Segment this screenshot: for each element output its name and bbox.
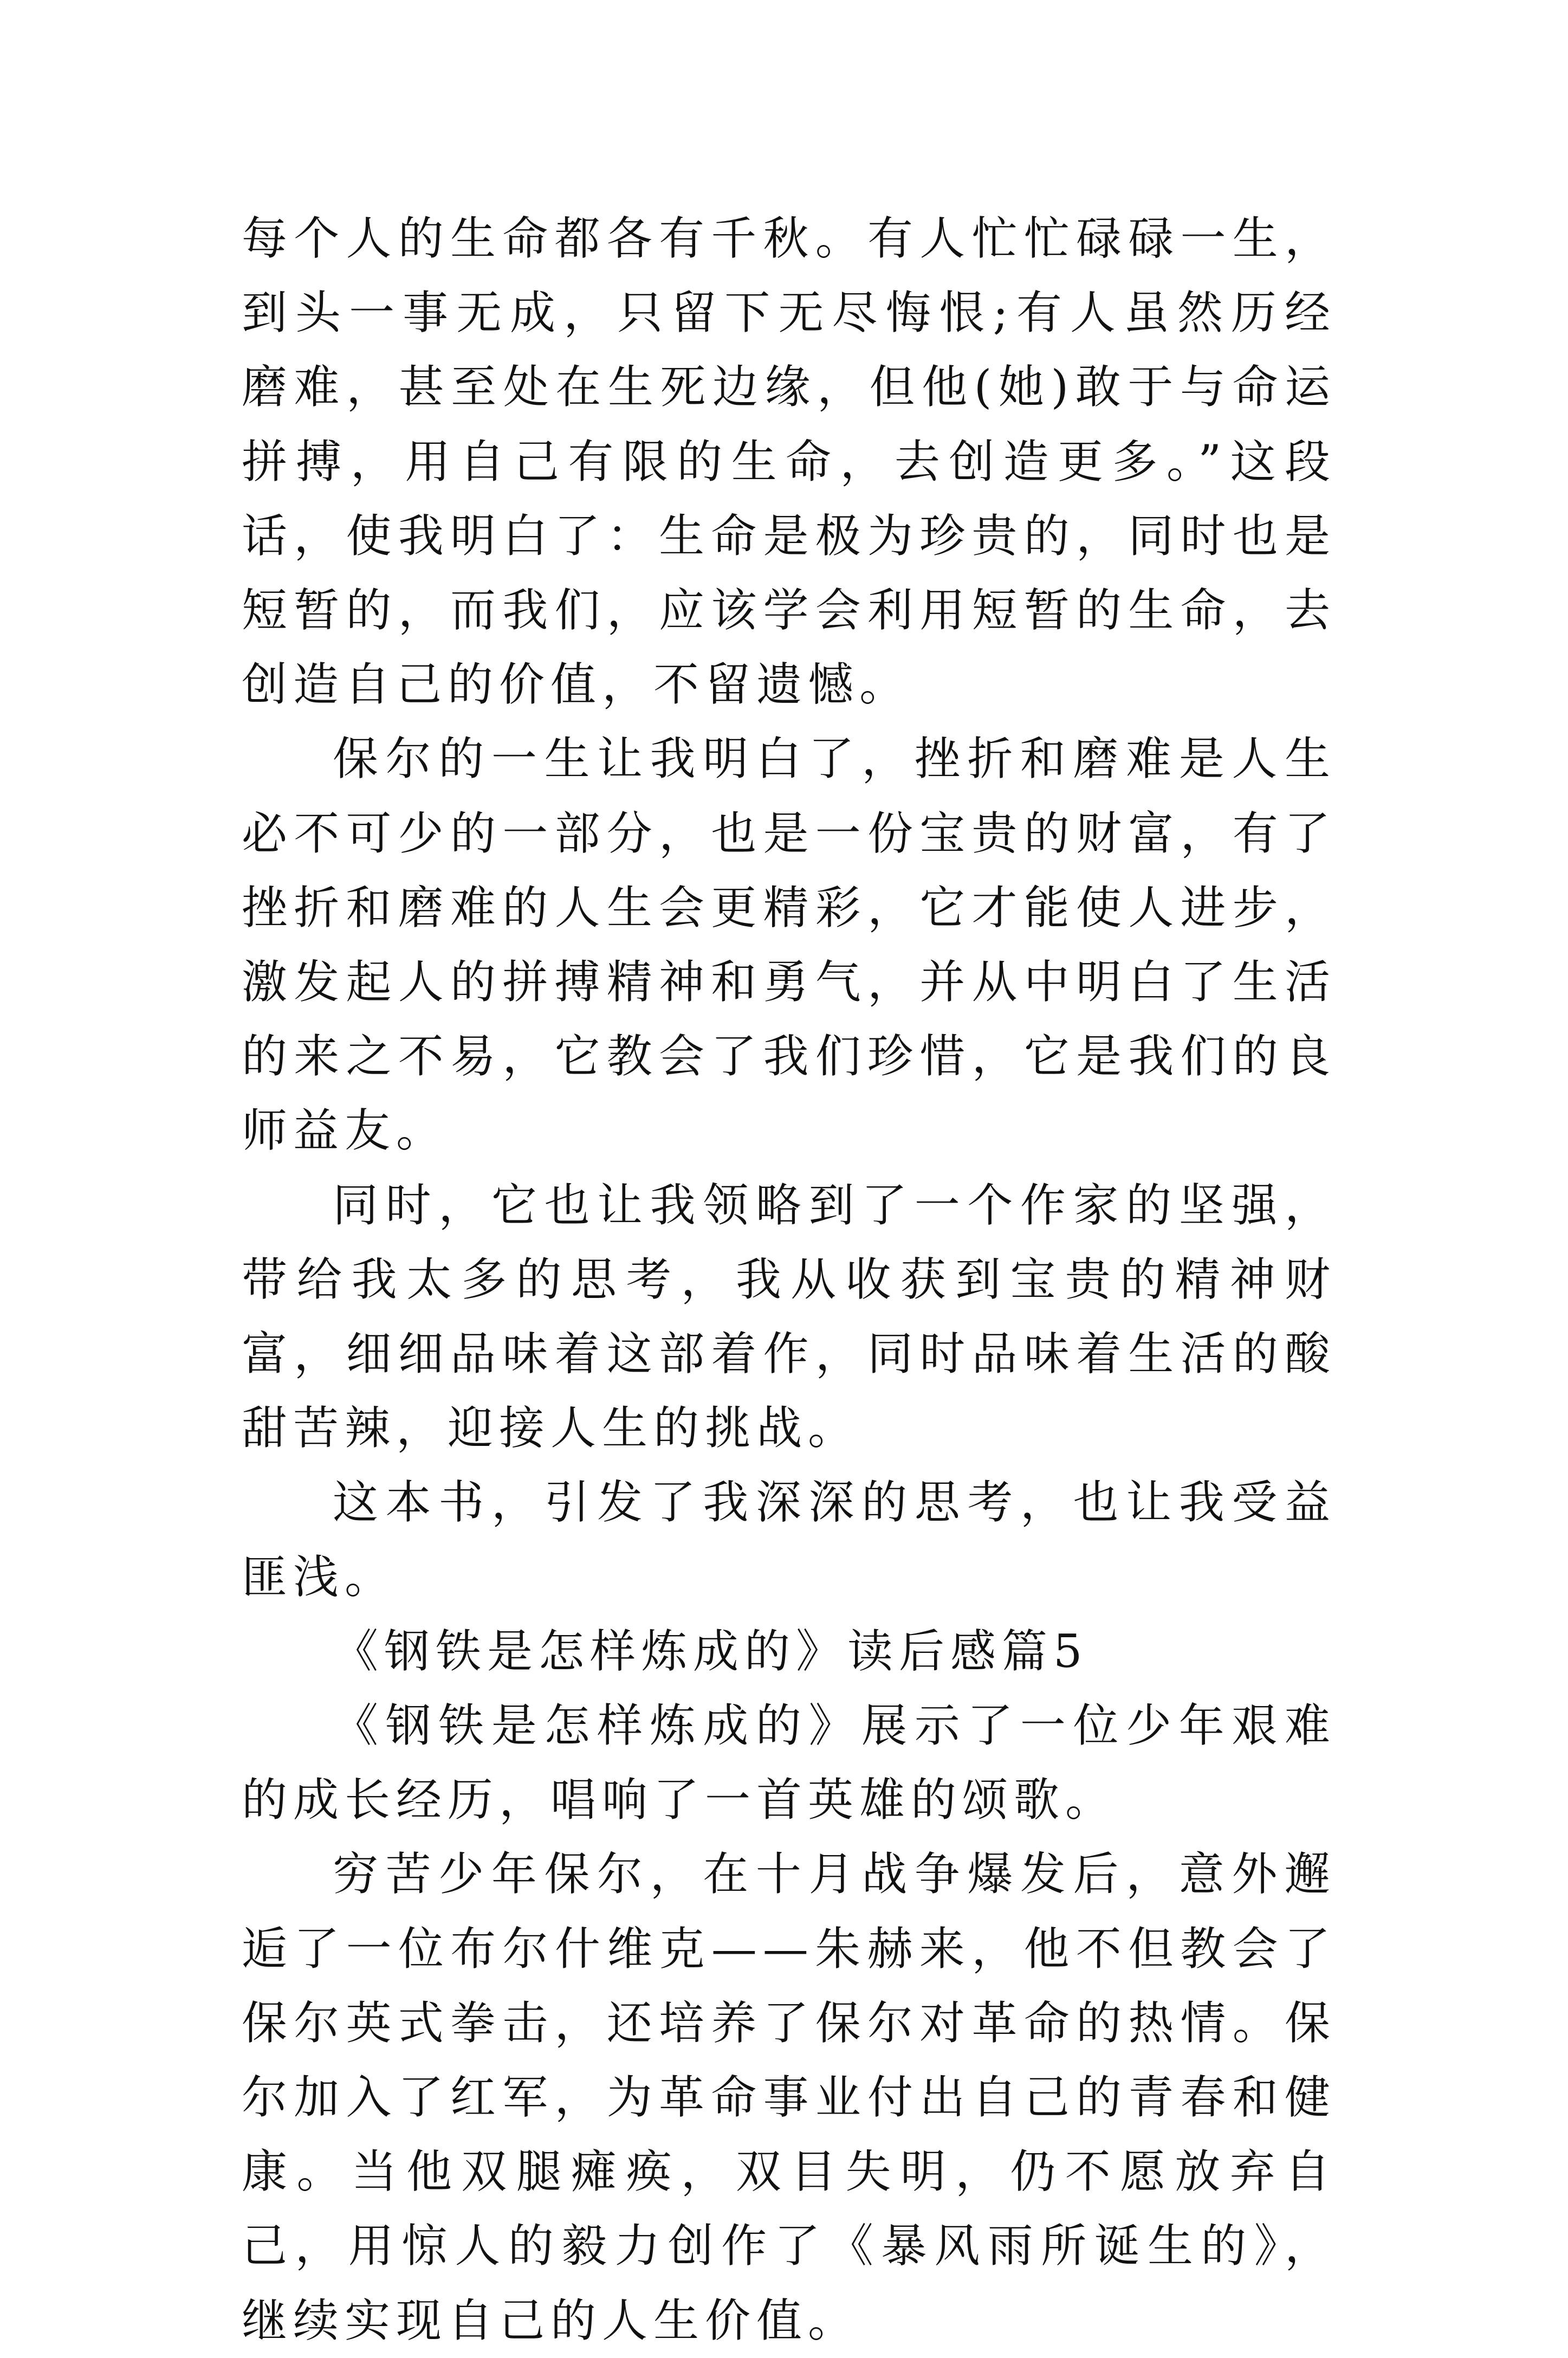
section-heading: 《钢铁是怎样炼成的》读后感篇5 (333, 1624, 1088, 1678)
paragraph-3: 同时，它也让我领略到了一个作家的坚强，带给我太多的思考，我从收获到宝贵的精神财富，细细品味着这部着作，同时品味着生活的酸甜苦辣，迎接人生的挑战。 (242, 1178, 1336, 1455)
body-text (242, 202, 1336, 2358)
paragraph-6: 穷苦少年保尔，在十月战争爆发后，意外邂逅了一位布尔什维克——朱赫来，他不但教会了保尔英式拳击，还培养了保尔对革命的热情。保尔加入了红军，为革命事业付出自己的青春和健康。当他双腿瘫痪，双目失明，仍不愿放弃自己，用惊人的毅力创作了《暴风雨所诞生的》，继续实现自己的人生价值。 (242, 1847, 1336, 2347)
paragraph-4: 这本书，引发了我深深的思考，也让我受益匪浅。 (242, 1476, 1336, 1604)
paragraph-2: 保尔的一生让我明白了，挫折和磨难是人生必不可少的一部分，也是一份宝贵的财富，有了挫折和磨难的人生会更精彩，它才能使人进步，激发起人的拼搏精神和勇气，并从中明白了生活的来之不易，它教会了我们珍惜，它是我们的良师益友。 (242, 732, 1336, 1158)
paragraph-1: 每个人的生命都各有千秋。有人忙忙碌碌一生，到头一事无成，只留下无尽悔恨;有人虽然历经磨难，甚至处在生死边缘，但他(她)敢于与命运拼搏，用自己有限的生命，去创造更多。”这段话，使我明白了：生命是极为珍贵的，同时也是短暂的，而我们，应该学会利用短暂的生命，去创造自己的价值，不留遗憾。 (242, 212, 1336, 712)
paragraph-5: 《钢铁是怎样炼成的》展示了一位少年艰难的成长经历，唱响了一首英雄的颂歌。 (242, 1699, 1336, 1827)
